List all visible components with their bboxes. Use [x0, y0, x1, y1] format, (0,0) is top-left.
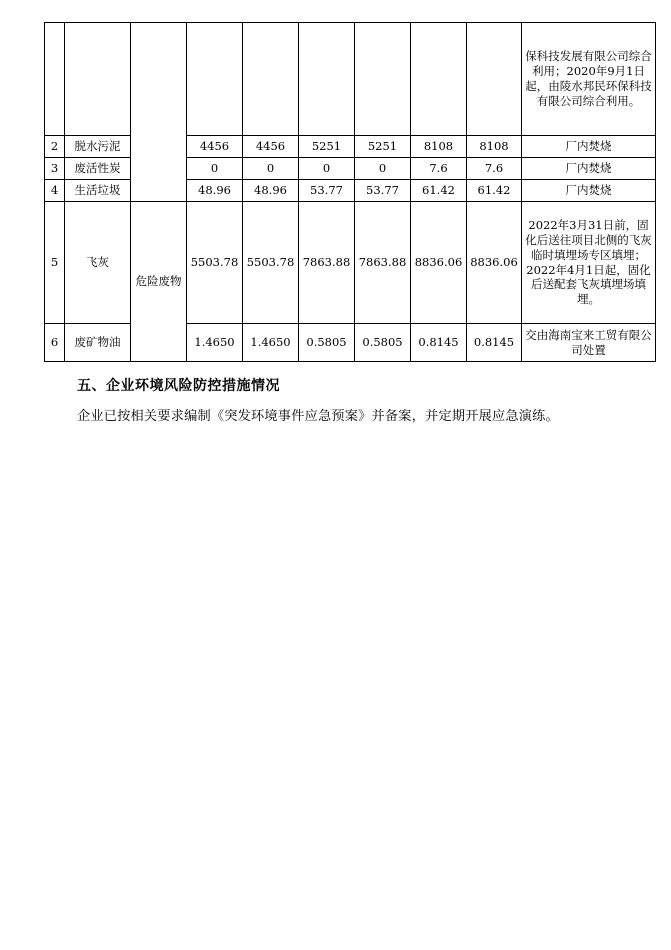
value-cell: 4456 [243, 136, 299, 158]
waste-table [44, 22, 656, 362]
value-cell: 7.6 [411, 158, 467, 180]
table-row [45, 202, 656, 324]
disposal-note: 厂内焚烧 [522, 136, 656, 158]
section-body: 企业已按相关要求编制《突发环境事件应急预案》并备案，并定期开展应急演练。 [77, 409, 559, 424]
value-cell: 0.8145 [467, 324, 522, 362]
category-cell-hazardous: 危险废物 [131, 202, 187, 362]
value-cell: 0 [355, 158, 411, 180]
value-cell: 5251 [299, 136, 355, 158]
row-number: 5 [45, 202, 65, 324]
value-cell: 7863.88 [299, 202, 355, 324]
table-row [45, 23, 656, 136]
section-heading: 五、企业环境风险防控措施情况 [77, 378, 280, 394]
value-cell: 1.4650 [187, 324, 243, 362]
disposal-note: 交由海南宝来工贸有限公司处置 [522, 324, 656, 362]
disposal-note: 厂内焚烧 [522, 158, 656, 180]
value-cell: 8836.06 [411, 202, 467, 324]
value-cell: 61.42 [467, 180, 522, 202]
value-cell: 5503.78 [243, 202, 299, 324]
value-cell: 0 [299, 158, 355, 180]
value-cell: 5503.78 [187, 202, 243, 324]
row-number: 4 [45, 180, 65, 202]
value-cell: 0.8145 [411, 324, 467, 362]
value-cell: 8108 [467, 136, 522, 158]
value-cell: 5251 [355, 136, 411, 158]
waste-name: 脱水污泥 [65, 136, 131, 158]
value-cell: 53.77 [299, 180, 355, 202]
value-cell: 0.5805 [299, 324, 355, 362]
value-cell: 0.5805 [355, 324, 411, 362]
waste-name: 废矿物油 [65, 324, 131, 362]
value-cell: 0 [243, 158, 299, 180]
waste-name: 飞灰 [65, 202, 131, 324]
value-cell: 8108 [411, 136, 467, 158]
waste-name: 废活性炭 [65, 158, 131, 180]
value-cell: 48.96 [187, 180, 243, 202]
value-cell: 4456 [187, 136, 243, 158]
row-number: 3 [45, 158, 65, 180]
value-cell: 1.4650 [243, 324, 299, 362]
value-cell: 0 [187, 158, 243, 180]
value-cell: 53.77 [355, 180, 411, 202]
value-cell: 8836.06 [467, 202, 522, 324]
disposal-note: 2022年3月31日前，固化后送往项目北侧的飞灰临时填埋场专区填埋；2022年4月1日起，固化后送配套飞灰填埋场填埋。 [522, 202, 656, 324]
waste-name: 生活垃圾 [65, 180, 131, 202]
row-number: 6 [45, 324, 65, 362]
category-cell-general [131, 23, 187, 202]
value-cell: 61.42 [411, 180, 467, 202]
value-cell: 48.96 [243, 180, 299, 202]
value-cell: 7.6 [467, 158, 522, 180]
disposal-note: 保科技发展有限公司综合利用；2020年9月1日起，由陵水邦民环保科技有限公司综合利用。 [522, 23, 656, 136]
value-cell: 7863.88 [355, 202, 411, 324]
disposal-note: 厂内焚烧 [522, 180, 656, 202]
row-number: 2 [45, 136, 65, 158]
